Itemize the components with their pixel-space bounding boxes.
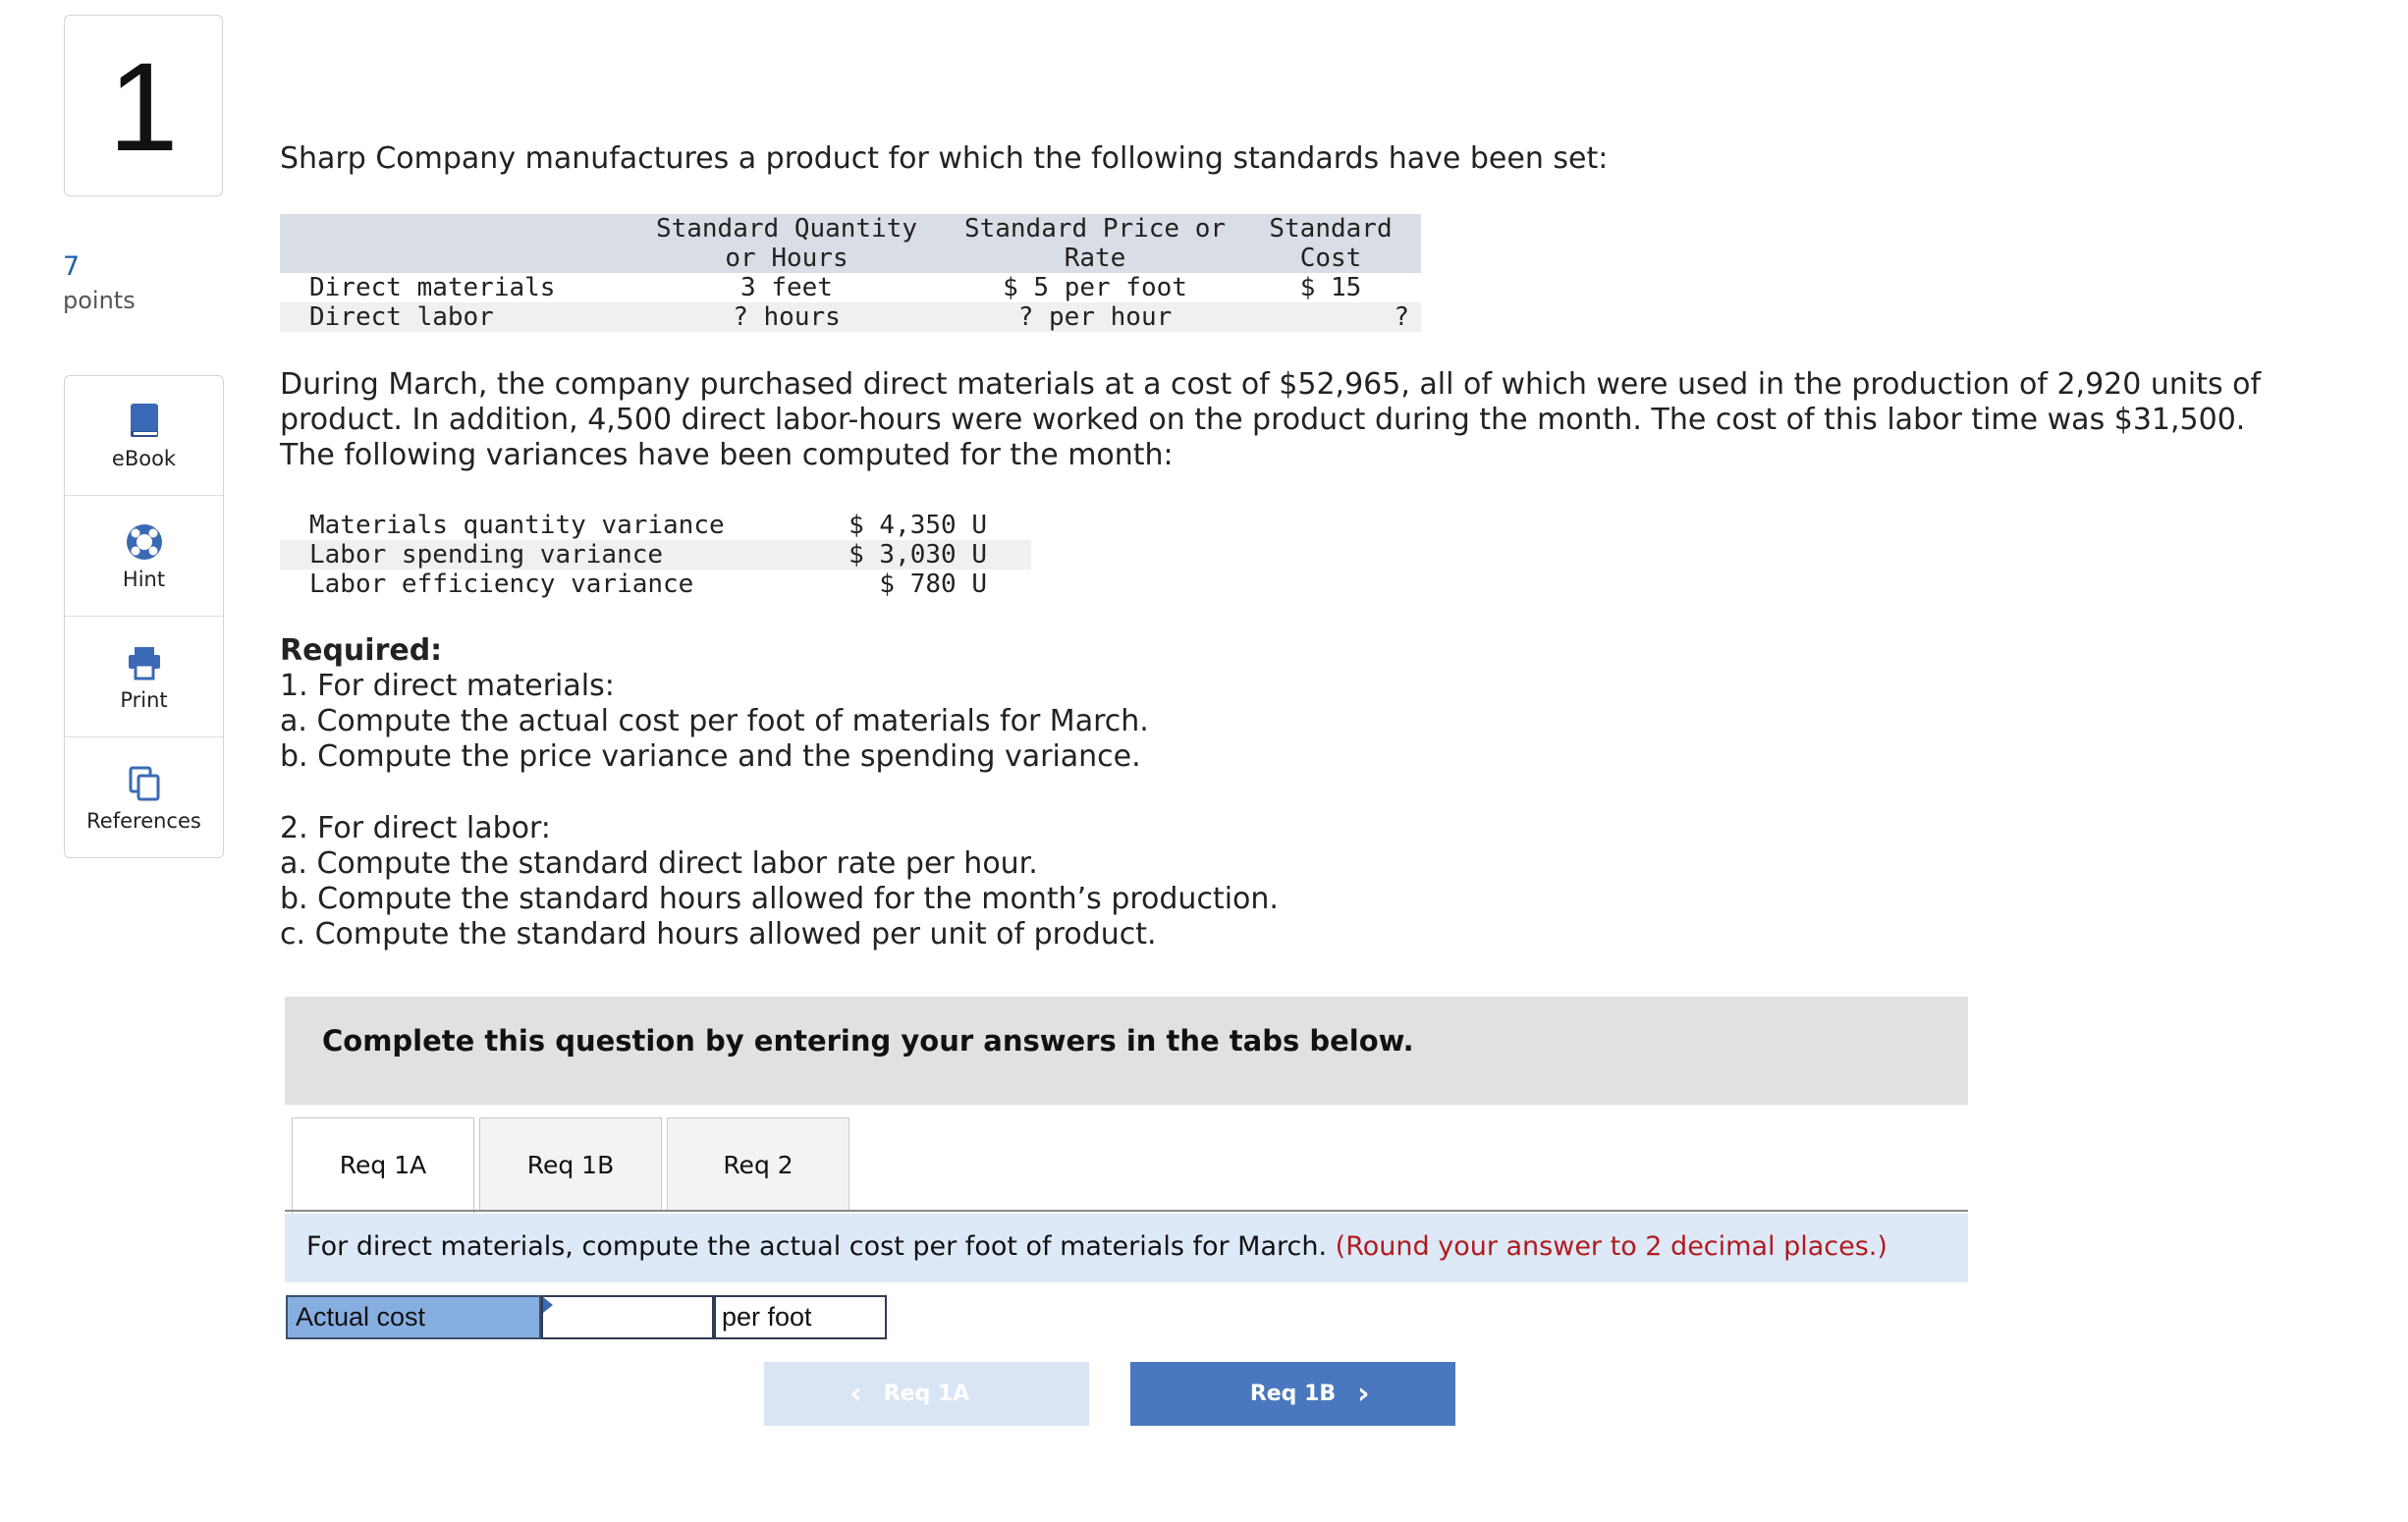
- march-line-3: The following variances have been computed for the month:: [280, 438, 1174, 472]
- ebook-button[interactable]: [65, 376, 223, 496]
- variance-value-materials-quantity: $ 4,350 U: [848, 511, 987, 540]
- variances-table: [280, 509, 1031, 603]
- required-part2-c: c. Compute the standard hours allowed per unit of product.: [280, 917, 1157, 951]
- copy-icon: [123, 762, 166, 805]
- question-number-card: [64, 15, 223, 196]
- chevron-right-icon: ›: [1357, 1377, 1370, 1411]
- tools-panel: [64, 375, 224, 858]
- variance-label-materials-quantity: Materials quantity variance: [309, 511, 725, 540]
- row-labor-label: Direct labor: [309, 302, 494, 332]
- book-icon: [123, 400, 166, 443]
- header-qty-line2: or Hours: [725, 244, 848, 273]
- tab-divider: [285, 1210, 1968, 1212]
- print-label: Print: [120, 688, 168, 712]
- tab-req-2[interactable]: Req 2: [667, 1117, 849, 1211]
- tabs-banner-text: Complete this question by entering your answers in the tabs below.: [322, 1024, 1414, 1058]
- hint-label: Hint: [122, 568, 166, 591]
- references-label: References: [86, 809, 201, 833]
- variance-label-labor-spending: Labor spending variance: [309, 540, 664, 570]
- row-labor-cost: ?: [1394, 302, 1409, 332]
- header-price-line2: Rate: [1064, 244, 1126, 273]
- instruction-main: For direct materials, compute the actual cost per foot of materials for March.: [306, 1231, 1328, 1262]
- row-materials-label: Direct materials: [309, 273, 556, 302]
- input-marker-icon: [543, 1297, 553, 1313]
- required-part1-a: a. Compute the actual cost per foot of materials for March.: [280, 704, 1149, 738]
- header-price-line1: Standard Price or: [963, 214, 1227, 244]
- instruction-rounding-note: (Round your answer to 2 decimal places.): [1335, 1231, 1888, 1262]
- next-req-button[interactable]: [1130, 1362, 1455, 1426]
- variance-value-labor-efficiency: $ 780 U: [879, 570, 987, 599]
- tab-req-1b[interactable]: Req 1B: [479, 1117, 662, 1211]
- actual-cost-unit: per foot: [714, 1295, 887, 1339]
- required-part2-a: a. Compute the standard direct labor rate per hour.: [280, 846, 1038, 881]
- instruction-bar: [285, 1214, 1968, 1282]
- prev-req-label: Req 1A: [883, 1382, 970, 1406]
- header-cost-line2: Cost: [1299, 244, 1362, 273]
- row-labor-price: ? per hour: [1017, 302, 1173, 332]
- required-part2-title: 2. For direct labor:: [280, 811, 551, 845]
- row-materials-cost: $ 15: [1299, 273, 1362, 302]
- required-part1-title: 1. For direct materials:: [280, 669, 615, 703]
- lifebuoy-icon: [123, 520, 166, 564]
- printer-icon: [123, 641, 166, 684]
- actual-cost-input[interactable]: [541, 1295, 714, 1339]
- variance-value-labor-spending: $ 3,030 U: [848, 540, 987, 570]
- required-part2-b: b. Compute the standard hours allowed for the month’s production.: [280, 882, 1279, 916]
- instruction-text: [306, 1231, 1888, 1262]
- header-cost-line1: Standard: [1269, 214, 1393, 244]
- points-value: 7: [63, 251, 81, 282]
- prev-req-button[interactable]: [764, 1362, 1089, 1426]
- required-part1-b: b. Compute the price variance and the spending variance.: [280, 739, 1141, 774]
- tab-req-1a[interactable]: Req 1A: [292, 1117, 474, 1214]
- question-number: 1: [108, 37, 179, 178]
- variance-label-labor-efficiency: Labor efficiency variance: [309, 570, 694, 599]
- print-button[interactable]: [65, 618, 223, 737]
- row-materials-qty: 3 feet: [740, 273, 833, 302]
- required-heading: Required:: [280, 633, 443, 668]
- hint-button[interactable]: [65, 497, 223, 617]
- chevron-left-icon: ‹: [849, 1377, 862, 1411]
- march-line-1: During March, the company purchased direct materials at a cost of $52,965, all of which were used in the production of 2,920 units of: [280, 367, 2262, 402]
- ebook-label: eBook: [111, 447, 177, 470]
- row-labor-qty: ? hours: [733, 302, 841, 332]
- header-qty-line1: Standard Quantity: [655, 214, 918, 244]
- march-line-2: product. In addition, 4,500 direct labor-hours were worked on the product during the month. The cost of this labor time was $31,500.: [280, 403, 2246, 437]
- standards-table: [280, 214, 1421, 334]
- next-req-label: Req 1B: [1249, 1382, 1337, 1406]
- references-button[interactable]: [65, 738, 223, 858]
- actual-cost-label: Actual cost: [286, 1295, 541, 1339]
- tabs-banner: [285, 997, 1968, 1105]
- intro-text: Sharp Company manufactures a product for which the following standards have been set:: [280, 141, 1609, 176]
- row-materials-price: $ 5 per foot: [1003, 273, 1187, 302]
- points-label: points: [63, 287, 136, 314]
